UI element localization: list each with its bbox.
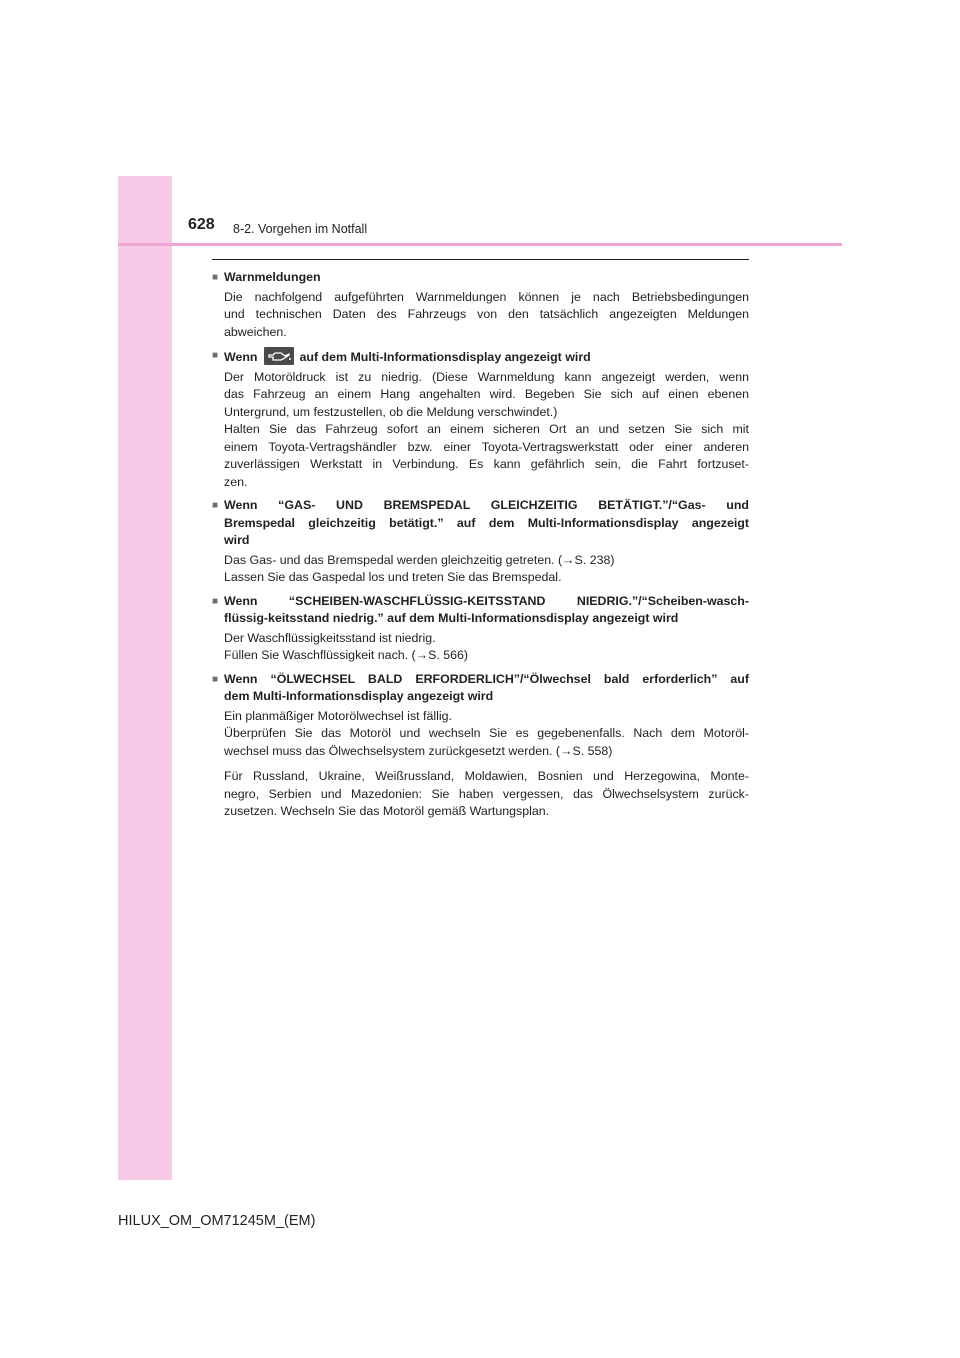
page-number: 628 — [188, 216, 215, 233]
heading-line: dem Multi-Informationsdisplay angezeigt wird — [224, 689, 494, 703]
paragraph — [224, 289, 749, 342]
text-line: und technischen Daten des Fahrzeugs von den tatsächlich angezeigten Meldungen — [224, 307, 749, 321]
heading-text-part: Wenn — [224, 350, 258, 364]
heading-line: Wenn “ÖLWECHSEL BALD ERFORDERLICH”/“Ölwechsel bald erforderlich” auf — [224, 671, 749, 686]
paragraph — [224, 552, 749, 587]
paragraph — [224, 630, 749, 665]
side-color-band — [118, 176, 172, 1180]
section-heading — [212, 497, 749, 550]
section-heading — [212, 269, 749, 287]
section-heading — [212, 347, 749, 367]
heading-line: Wenn “SCHEIBEN-WASCHFLÜSSIG-KEITSSTAND NIEDRIG.”/“Scheiben-wasch- — [224, 593, 749, 608]
section-title: 8-2. Vorgehen im Notfall — [233, 222, 368, 236]
heading-text-part: auf dem Multi-Informationsdisplay angezeigt wird — [299, 350, 591, 364]
heading-text — [224, 497, 749, 550]
text-line: Überprüfen Sie das Motoröl und wechseln Sie es gegebenenfalls. Nach dem Motoröl- — [224, 726, 749, 740]
heading-text — [224, 347, 749, 367]
text-line: abweichen. — [224, 324, 287, 339]
manual-code-footer: HILUX_OM_OM71245M_(EM) — [118, 1213, 316, 1229]
heading-text — [224, 671, 749, 706]
square-bullet-icon: ■ — [212, 350, 219, 361]
heading-line: Wenn “GAS- UND BREMSPEDAL GLEICHZEITIG BETÄTIGT.”/“Gas- und — [224, 498, 749, 512]
text-line: Der Waschflüssigkeitsstand ist niedrig. — [224, 630, 436, 645]
text-line: Füllen Sie Waschflüssigkeit nach. (→S. 566) — [224, 648, 469, 662]
text-line: Untergrund, um festzustellen, ob die Meldung verschwindet.) — [224, 404, 558, 419]
heading-text: Warnmeldungen — [224, 270, 321, 284]
square-bullet-icon: ■ — [212, 595, 219, 607]
square-bullet-icon: ■ — [212, 673, 219, 685]
section-heading — [212, 593, 749, 628]
oil-pressure-icon — [264, 347, 294, 365]
heading-line: wird — [224, 533, 250, 547]
text-line: das Fahrzeug an einem Hang angehalten wird. Begeben Sie sich auf einen ebenen — [224, 387, 749, 401]
heading-line: Bremspedal gleichzeitig betätigt.” auf dem Multi-Informationsdisplay angezeigt — [224, 515, 749, 530]
text-line: zen. — [224, 474, 248, 489]
heading-line: flüssig-keitsstand niedrig.” auf dem Multi-Informationsdisplay angezeigt wird — [224, 611, 679, 625]
text-line: Für Russland, Ukraine, Weißrussland, Moldawien, Bosnien und Herzegowina, Monte- — [224, 769, 749, 783]
section-heading — [212, 671, 749, 706]
header-rule — [118, 243, 842, 246]
paragraph — [224, 369, 749, 492]
content-body — [212, 269, 749, 821]
text-line: Lassen Sie das Gaspedal los und treten Sie das Bremspedal. — [224, 570, 562, 584]
paragraph — [224, 768, 749, 821]
text-line: negro, Serbien und Mazedonien: Sie haben vergessen, das Ölwechselsystem zurück- — [224, 786, 749, 801]
square-bullet-icon: ■ — [212, 272, 219, 283]
text-line: Die nachfolgend aufgeführten Warnmeldungen können je nach Betriebsbedingungen — [224, 289, 749, 304]
text-line: wechsel muss das Ölwechselsystem zurückgesetzt werden. (→S. 558) — [224, 743, 613, 758]
text-line: Ein planmäßiger Motorölwechsel ist fällig. — [224, 708, 452, 723]
text-line: zusetzen. Wechseln Sie das Motoröl gemäß Wartungsplan. — [224, 804, 550, 818]
paragraph — [224, 708, 749, 761]
text-line: Das Gas- und das Bremspedal werden gleichzeitig getreten. (→S. 238) — [224, 552, 615, 567]
text-line: zuverlässigen Werkstatt in Verbindung. Es kann gefährlich sein, die Fahrt fortzuset- — [224, 457, 749, 471]
text-line: Halten Sie das Fahrzeug sofort an einem sicheren Ort an und setzen Sie sich mit — [224, 422, 749, 436]
content-top-rule — [212, 259, 749, 260]
square-bullet-icon: ■ — [212, 500, 219, 511]
heading-text — [224, 593, 749, 628]
text-line: Der Motoröldruck ist zu niedrig. (Diese Warnmeldung kann angezeigt werden, wenn — [224, 369, 749, 384]
text-line: einem Toyota-Vertragshändler bzw. einer Toyota-Vertragswerkstatt oder einer anderen — [224, 439, 749, 454]
